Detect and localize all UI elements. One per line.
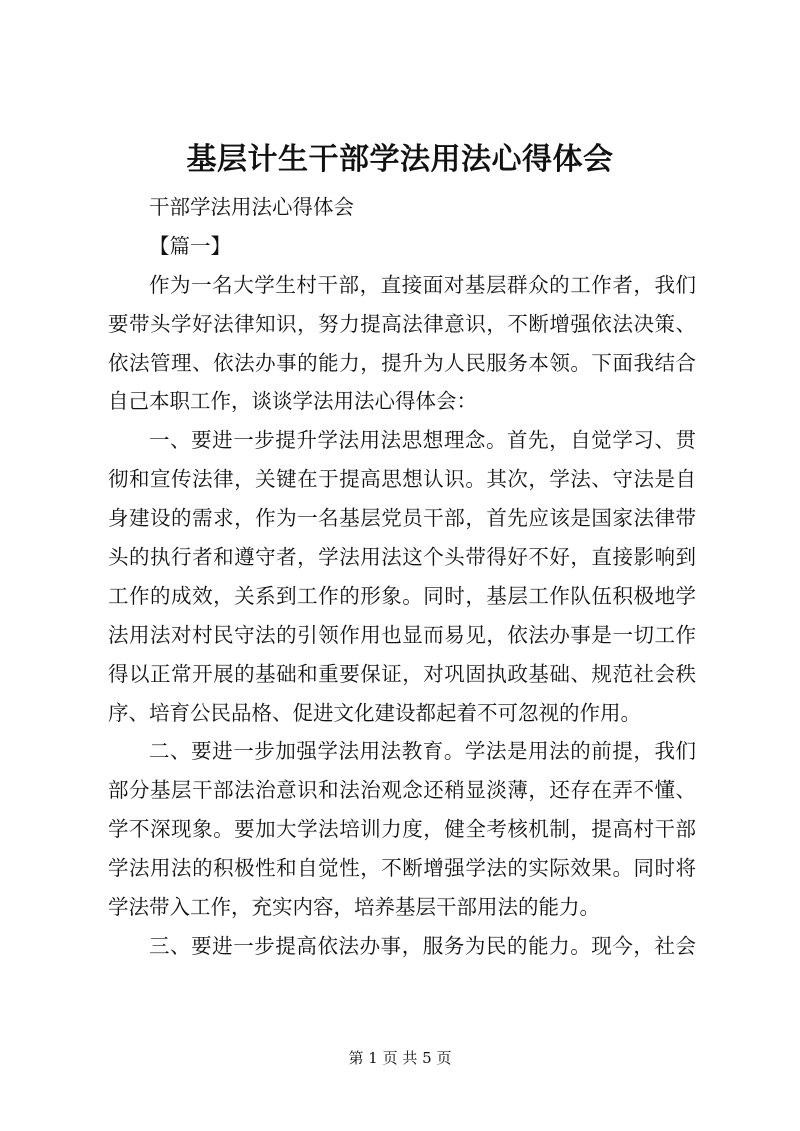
- paragraph-line: 得以正常开展的基础和重要保证，对巩固执政基础、规范社会秩: [108, 661, 696, 686]
- section-heading: 【篇一】: [149, 233, 231, 258]
- page-footer: 第 1 页 共 5 页: [348, 1049, 452, 1067]
- paragraph-line: 作为一名大学生村干部，直接面对基层群众的工作者，我们: [149, 272, 696, 297]
- paragraph-1: [108, 266, 696, 422]
- subtitle: 干部学法用法心得体会: [149, 195, 354, 219]
- paragraph-line: 要带头学好法律知识，努力提高法律意识，不断增强依法决策、: [108, 311, 696, 336]
- paragraph-line: 学法带入工作，充实内容，培养基层干部用法的能力。: [108, 895, 600, 920]
- paragraph-4: [108, 927, 696, 966]
- paragraph-line: 部分基层干部法治意识和法治观念还稍显淡薄，还存在弄不懂、: [108, 778, 696, 803]
- paragraph-line: 彻和宣传法律，关键在于提高思想认识。其次，学法、守法是自: [108, 467, 696, 492]
- paragraph-line: 学不深现象。要加大学法培训力度，健全考核机制，提高村干部: [108, 817, 696, 842]
- paragraph-line: 序、培育公民品格、促进文化建设都起着不可忽视的作用。: [108, 700, 641, 725]
- paragraph-line: 工作的成效，关系到工作的形象。同时，基层工作队伍积极地学: [108, 583, 696, 608]
- paragraph-line: 依法管理、依法办事的能力，提升为人民服务本领。下面我结合: [108, 350, 696, 375]
- paragraph-2: [108, 421, 696, 732]
- paragraph-line: 一、要进一步提升学法用法思想理念。首先，自觉学习、贯: [149, 428, 696, 453]
- paragraph-line: 头的执行者和遵守者，学法用法这个头带得好不好，直接影响到: [108, 545, 696, 570]
- document-title: 基层计生干部学法用法心得体会: [186, 142, 614, 177]
- paragraph-line: 身建设的需求，作为一名基层党员干部，首先应该是国家法律带: [108, 506, 696, 531]
- paragraph-line: 三、要进一步提高依法办事，服务为民的能力。现今，社会: [149, 933, 696, 958]
- paragraph-line: 二、要进一步加强学法用法教育。学法是用法的前提，我们: [149, 739, 696, 764]
- paragraph-line: 学法用法的积极性和自觉性，不断增强学法的实际效果。同时将: [108, 856, 696, 881]
- paragraph-line: 法用法对村民守法的引领作用也显而易见，依法办事是一切工作: [108, 622, 696, 647]
- paragraph-line: 自己本职工作，谈谈学法用法心得体会：: [108, 389, 477, 414]
- paragraph-3: [108, 732, 696, 926]
- document-body: [108, 188, 696, 966]
